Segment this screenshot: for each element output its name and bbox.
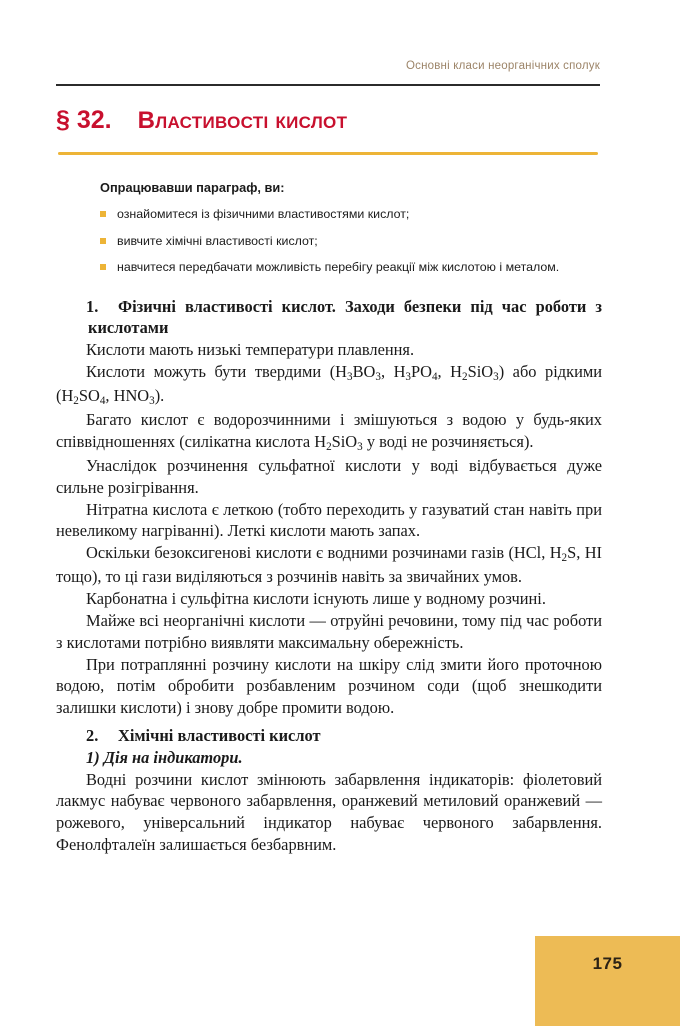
square-bullet-icon xyxy=(100,264,106,270)
objectives-block xyxy=(100,180,604,286)
subsection-number: 2. xyxy=(86,726,99,746)
list-item xyxy=(100,259,604,276)
paragraph: Оскільки безоксигенові кислоти є водними розчинами газів (HCl, $H_2S$, HI тощо), то ці гази виділяються з розчинів навіть за звичайних умов. xyxy=(56,543,602,587)
subsection-subheading: 1) Дія на індикатори. xyxy=(86,747,243,767)
paragraph: При потраплянні розчину кислоти на шкіру слід змити його проточною водою, потім обробити розбавленим розчином соди (щоб знешкодити залишки кислоти) і знову добре промити водою. xyxy=(56,654,602,717)
paragraph: Нітратна кислота є леткою (тобто переходить у газуватий стан навіть при невеликому нагріванні). Леткі кислоти мають запах. xyxy=(56,499,602,541)
list-item xyxy=(100,206,604,223)
paragraph: Кислоти можуть бути твердими ($H_3BO_3$, $H_3PO_4$, $H_2SiO_3$) або рідкими ($H_2SO_4$, $HNO_3$). xyxy=(56,362,602,408)
page-title xyxy=(56,106,616,135)
paragraph: Карбонатна і сульфітна кислоти існують лише у водному розчині. xyxy=(86,589,546,609)
list-item xyxy=(100,233,604,250)
list-item-label: ознайомитеся із фізичними властивостями кислот; xyxy=(117,207,410,221)
paragraph: Багато кислот є водорозчинними і змішуються з водою у будь-яких співвідношеннях (силікатна кислота $H_2SiO_3$ у воді не розчиняється). xyxy=(56,410,602,453)
subsection-heading xyxy=(56,296,602,339)
paragraph: Водні розчини кислот змінюють забарвлення індикаторів: фіолетовий лакмус набуває червоного забарвлення, оранжевий метиловий оранжевий — рожевого, універсальний індикатор набуває червоного забарвлення. Фенолфталеїн залишається безбарвним. xyxy=(56,769,602,854)
list-item-label: вивчите хімічні властивості кислот; xyxy=(117,233,318,248)
running-head: Основні класи неорганічних сполук xyxy=(406,60,600,72)
subsection-heading xyxy=(56,725,602,746)
subsection-heading-text: Хімічні властивості кислот xyxy=(118,726,321,746)
square-bullet-icon xyxy=(100,211,106,217)
subsection-number: 1. xyxy=(86,297,99,316)
section-number: § 32. xyxy=(56,106,112,134)
paragraph: Унаслідок розчинення сульфатної кислоти у воді відбувається дуже сильне розігрівання. xyxy=(56,456,602,497)
page-number: 175 xyxy=(592,954,623,973)
header-divider xyxy=(56,84,600,86)
paragraph: Кислоти мають низькі температури плавлення. xyxy=(86,340,415,360)
square-bullet-icon xyxy=(100,238,106,244)
body-text xyxy=(56,296,602,856)
subsection-heading-text: Фізичні властивості кислот. Заходи безпеки під час роботи з кислотами xyxy=(88,297,602,338)
objectives-lead: Опрацювавши параграф, ви: xyxy=(100,180,285,195)
title-underline xyxy=(58,152,598,155)
section-title-text: Властивості кислот xyxy=(137,107,348,134)
page-number-background xyxy=(535,936,680,1026)
paragraph: Майже всі неорганічні кислоти — отруйні речовини, тому під час роботи з кислотами потрібно виявляти максимальну обережність. xyxy=(56,611,602,652)
list-item-label: навчитеся передбачати можливість перебігу реакції між кислотою і металом. xyxy=(117,260,560,275)
